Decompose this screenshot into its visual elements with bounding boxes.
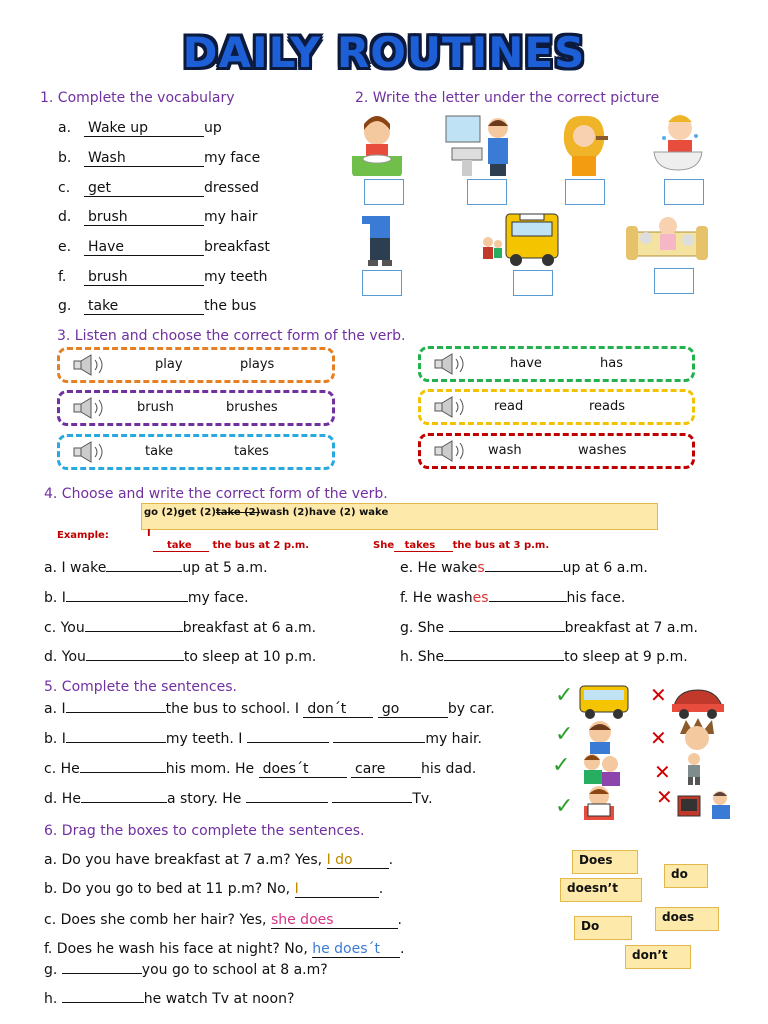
verb-option[interactable]: wash: [488, 443, 522, 458]
speaker-icon[interactable]: [432, 396, 468, 418]
s4-blank[interactable]: [86, 660, 184, 661]
s6-answer-blank[interactable]: [62, 973, 142, 974]
s5c-blank-2[interactable]: [259, 762, 347, 778]
s6-answer-blank[interactable]: [312, 942, 400, 958]
check-icon: ✓: [555, 722, 574, 747]
s4-verb-ending: es: [472, 590, 489, 606]
s5c-end: his dad.: [421, 761, 477, 777]
vocab-blank[interactable]: [84, 121, 204, 137]
s4-suffix: my face.: [187, 590, 249, 606]
s6-answer: she does: [270, 912, 334, 928]
verb-option[interactable]: play: [155, 357, 183, 372]
s6-end: .: [378, 881, 384, 897]
s6-answer-blank[interactable]: [295, 882, 379, 898]
speaker-icon[interactable]: [71, 354, 107, 376]
verb-option[interactable]: have: [510, 356, 542, 371]
s5a-blank-1[interactable]: [66, 712, 166, 713]
check-icon: ✓: [555, 794, 574, 819]
example-1: [147, 528, 151, 539]
s5b-subject: b. I: [44, 731, 66, 747]
section6-heading: 6. Drag the boxes to complete the sentences.: [44, 823, 365, 839]
s6-end: you go to school at 8 a.m?: [141, 962, 328, 978]
s4-suffix: his face.: [566, 590, 626, 606]
example-1-line: [153, 540, 309, 552]
s4-prefix: e. He wake: [400, 560, 478, 576]
vocab-item: [58, 239, 270, 256]
example-label: Example:: [57, 530, 109, 541]
vocab-phrase: up: [204, 120, 222, 136]
s4-sentence-right: [400, 560, 648, 576]
s5a-end: by car.: [447, 701, 495, 717]
girl-watching-tv-picture: [676, 788, 736, 824]
speaker-icon[interactable]: [71, 397, 107, 419]
vocab-answer: brush: [88, 269, 128, 285]
s5b-blank-3[interactable]: [333, 742, 425, 743]
s5b-blank-2[interactable]: [247, 742, 329, 743]
vocab-blank[interactable]: [84, 210, 204, 226]
s6-question: [44, 991, 294, 1007]
example-2-answer: takes: [404, 540, 436, 551]
vocab-item: [58, 269, 267, 286]
vocab-letter: g.: [58, 298, 72, 314]
section3-heading: 3. Listen and choose the correct form of the verb.: [57, 328, 406, 344]
boy-hugging-mom-picture: [574, 752, 626, 786]
s6-answer-blank[interactable]: [327, 853, 389, 869]
answer-box-5[interactable]: [362, 270, 402, 296]
s5a-negation: don´t: [307, 701, 347, 717]
page-title: DAILY ROUTINES: [182, 28, 586, 77]
verb-bank: [141, 503, 658, 530]
s5a-blank-3[interactable]: [378, 702, 448, 718]
answer-box-1[interactable]: [364, 179, 404, 205]
boy-brushing-teeth-small-picture: [582, 718, 618, 754]
girl-eating-breakfast-picture: [352, 112, 402, 178]
verb-bank-struck: take (2): [215, 507, 261, 518]
cross-icon: ✕: [650, 683, 667, 707]
s5-sentence-b: [44, 731, 482, 747]
vocab-blank[interactable]: [84, 151, 204, 167]
s5d-end: Tv.: [412, 791, 433, 807]
vocab-blank[interactable]: [84, 181, 204, 197]
s4-prefix: f. He wash: [400, 590, 473, 606]
s4-blank[interactable]: [85, 631, 183, 632]
s6-answer-blank[interactable]: [62, 1002, 144, 1003]
example-2-rest: the bus at 3 p.m.: [452, 540, 550, 551]
vocab-answer: get: [88, 180, 111, 196]
drag-box-do-cap[interactable]: Do: [574, 916, 632, 940]
verb-option[interactable]: brush: [137, 400, 174, 415]
s6-answer: he does´t: [312, 941, 381, 957]
cross-icon: ✕: [656, 785, 673, 809]
verb-option[interactable]: washes: [578, 443, 627, 458]
drag-box-do[interactable]: do: [664, 864, 708, 888]
s5c-verb: care: [355, 761, 386, 777]
s6-answer: I do: [326, 852, 353, 868]
s5a-subject: a. I: [44, 701, 66, 717]
boy-reading-story-picture: [576, 784, 622, 822]
s4-verb-ending: s: [477, 560, 485, 576]
section4-heading: 4. Choose and write the correct form of the verb.: [44, 486, 388, 502]
s4-sentence-right: [400, 590, 625, 606]
example-1-rest: the bus at 2 p.m.: [212, 540, 310, 551]
check-icon: ✓: [555, 683, 574, 708]
s6-end: .: [400, 941, 405, 957]
s4-sentence-left: [44, 620, 316, 636]
s6-question-text: f. Does he wash his face at night? No,: [44, 941, 313, 957]
example-1-subject: I: [147, 528, 151, 539]
s5c-blank-1[interactable]: [80, 772, 166, 773]
s6-end: .: [397, 912, 402, 928]
vocab-letter: d.: [58, 209, 72, 225]
vocab-letter: b.: [58, 150, 72, 166]
verb-option[interactable]: take: [145, 444, 174, 459]
s5a-blank-2[interactable]: [303, 702, 373, 718]
cross-icon: ✕: [654, 760, 671, 784]
vocab-blank[interactable]: [84, 299, 204, 315]
verb-option[interactable]: plays: [240, 357, 275, 372]
answer-box-7[interactable]: [654, 268, 694, 294]
school-bus-small-picture: [578, 684, 630, 720]
example-1-answer: take: [166, 540, 192, 551]
s4-sentence-right: [400, 649, 688, 665]
s4-blank[interactable]: [485, 571, 563, 572]
vocab-answer: Wash: [88, 150, 126, 166]
vocab-phrase: my hair: [204, 209, 258, 225]
boys-brushing-teeth-picture: [440, 112, 520, 178]
section1-heading: 1. Complete the vocabulary: [40, 90, 235, 106]
answer-box-2[interactable]: [467, 179, 507, 205]
s4-prefix: b. I: [44, 590, 66, 606]
s5d-subject: d. He: [44, 791, 81, 807]
s5-sentence-a: [44, 701, 495, 718]
s6-question-text: g.: [44, 962, 62, 978]
drag-box-does[interactable]: does: [655, 907, 719, 931]
s4-suffix: breakfast at 6 a.m.: [182, 620, 317, 636]
s6-end: .: [388, 852, 394, 868]
s4-sentence-left: [44, 649, 316, 665]
s4-prefix: c. You: [44, 620, 85, 636]
vocab-phrase: breakfast: [204, 239, 270, 255]
s4-blank[interactable]: [106, 571, 182, 572]
s4-suffix: breakfast at 7 a.m.: [564, 620, 698, 636]
example-2-line: [373, 540, 549, 552]
vocab-letter: a.: [58, 120, 72, 136]
vocab-blank[interactable]: [84, 240, 204, 256]
speaker-icon[interactable]: [432, 440, 468, 462]
s4-suffix: to sleep at 10 p.m.: [183, 649, 317, 665]
vocab-blank[interactable]: [84, 270, 204, 286]
vocab-item: [58, 150, 260, 167]
s4-blank[interactable]: [449, 631, 565, 632]
car-picture: [670, 684, 726, 720]
s6-question: [44, 941, 404, 958]
vocab-answer: Wake up: [88, 120, 148, 136]
verb-option[interactable]: read: [494, 399, 524, 414]
s5d-blank-3[interactable]: [332, 802, 412, 803]
s5d-middle: a story. He: [166, 791, 242, 807]
s4-suffix: up at 6 a.m.: [562, 560, 648, 576]
s4-blank[interactable]: [489, 601, 567, 602]
s6-question-text: a. Do you have breakfast at 7 a.m? Yes,: [44, 852, 327, 868]
vocab-item: [58, 298, 256, 315]
vocab-letter: e.: [58, 239, 72, 255]
vocab-phrase: my teeth: [204, 269, 268, 285]
vocab-answer: take: [88, 298, 119, 314]
s4-blank[interactable]: [66, 601, 188, 602]
vocab-item: [58, 209, 257, 226]
s6-question-text: b. Do you go to bed at 11 p.m? No,: [44, 881, 295, 897]
verb-option[interactable]: brushes: [226, 400, 278, 415]
section2-heading: 2. Write the letter under the correct picture: [355, 90, 660, 106]
verb-bank-part2: wash (2)have (2) wake: [260, 507, 389, 518]
answer-box-4[interactable]: [664, 179, 704, 205]
s6-question-text: h.: [44, 991, 62, 1007]
answer-box-3[interactable]: [565, 179, 605, 205]
school-bus-picture: [478, 210, 562, 268]
s6-end: he watch Tv at noon?: [143, 991, 295, 1007]
s4-blank[interactable]: [444, 660, 564, 661]
boy-waking-up-picture: [624, 212, 710, 266]
s5c-negation: does´t: [262, 761, 309, 777]
s6-answer: I: [294, 881, 299, 897]
s4-sentence-right: [400, 620, 698, 636]
vocab-item: [58, 120, 222, 137]
s5b-end: my hair.: [425, 731, 482, 747]
girl-washing-face-picture: [650, 110, 706, 178]
s4-prefix: a. I wake: [44, 560, 107, 576]
s6-answer-blank[interactable]: [271, 913, 398, 929]
s5-sentence-c: [44, 761, 476, 778]
cross-icon: ✕: [650, 726, 667, 750]
girl-combing-hair-picture: [556, 112, 612, 178]
s4-sentence-left: [44, 560, 268, 576]
vocab-phrase: dressed: [204, 180, 260, 196]
s5d-blank-2[interactable]: [246, 802, 328, 803]
vocab-letter: c.: [58, 180, 71, 196]
vocab-phrase: the bus: [204, 298, 257, 314]
speaker-icon[interactable]: [71, 441, 107, 463]
s5c-middle: his mom. He: [165, 761, 255, 777]
s6-question: [44, 962, 328, 978]
speaker-icon[interactable]: [432, 353, 468, 375]
s5b-middle: my teeth. I: [165, 731, 243, 747]
example-2-subject: She: [373, 540, 395, 551]
s4-suffix: up at 5 a.m.: [182, 560, 268, 576]
verb-bank-part1: go (2)get (2): [144, 507, 216, 518]
s6-question: [44, 912, 402, 929]
drag-box-dont[interactable]: don’t: [625, 945, 691, 969]
vocab-letter: f.: [58, 269, 67, 285]
s6-question: [44, 881, 383, 898]
answer-box-6[interactable]: [513, 270, 553, 296]
s5-sentence-d: [44, 791, 433, 807]
s4-prefix: d. You: [44, 649, 86, 665]
s6-question-text: c. Does she comb her hair? Yes,: [44, 912, 271, 928]
messy-hair-boy-picture: [676, 716, 718, 756]
s5c-subject: c. He: [44, 761, 80, 777]
man-walking-picture: [676, 752, 712, 786]
vocab-answer: Have: [88, 239, 125, 255]
verb-option[interactable]: takes: [234, 444, 269, 459]
check-icon: ✓: [552, 753, 571, 778]
s6-question: [44, 852, 393, 869]
s4-suffix: to sleep at 9 p.m.: [564, 649, 688, 665]
s4-prefix: g. She: [400, 620, 449, 636]
s5d-blank-1[interactable]: [81, 802, 167, 803]
drag-box-does-cap[interactable]: Does: [572, 850, 638, 874]
boy-getting-dressed-picture: [360, 212, 400, 268]
s5c-blank-3[interactable]: [351, 762, 421, 778]
s5b-blank-1[interactable]: [66, 742, 166, 743]
vocab-item: [58, 180, 259, 197]
verb-option[interactable]: has: [600, 356, 623, 371]
vocab-phrase: my face: [204, 150, 261, 166]
s5a-middle: the bus to school. I: [165, 701, 299, 717]
s4-prefix: h. She: [400, 649, 445, 665]
vocab-answer: brush: [88, 209, 128, 225]
drag-box-doesnt[interactable]: doesn’t: [560, 878, 642, 902]
section5-heading: 5. Complete the sentences.: [44, 679, 237, 695]
s4-sentence-left: [44, 590, 249, 606]
s5a-verb: go: [381, 701, 400, 717]
verb-option[interactable]: reads: [589, 399, 626, 414]
